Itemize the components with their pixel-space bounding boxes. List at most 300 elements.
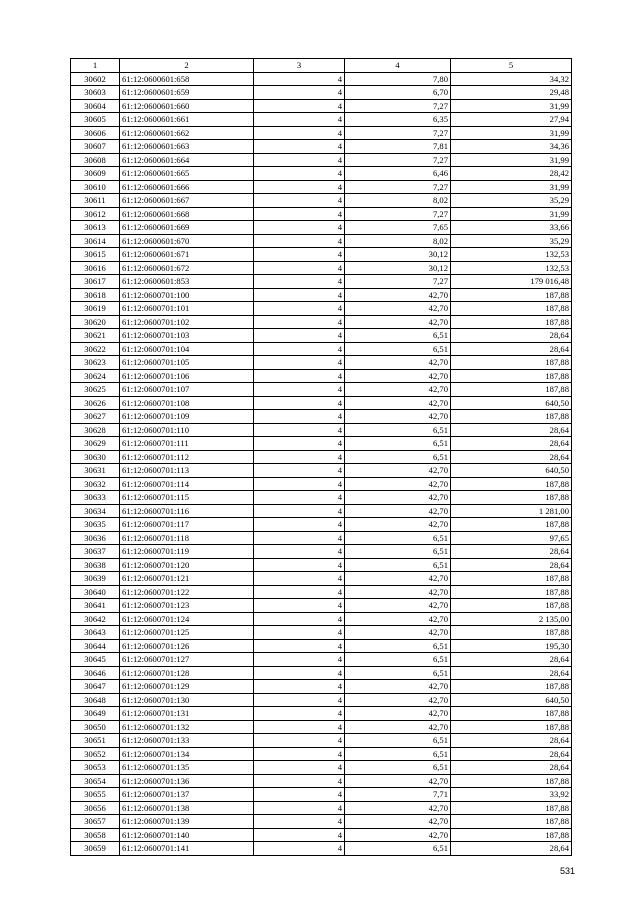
table-cell: 30646 [71,666,120,680]
table-cell: 4 [254,828,345,842]
table-cell: 4 [254,599,345,613]
table-cell: 30606 [71,126,120,140]
table-cell: 61:12:0600701:131 [120,707,254,721]
table-cell: 30616 [71,261,120,275]
table-cell: 42,70 [345,464,451,478]
table-cell: 7,27 [345,275,451,289]
table-cell: 61:12:0600601:658 [120,72,254,86]
table-cell: 6,51 [345,423,451,437]
table-row [71,801,572,815]
table-cell: 34,32 [451,72,572,86]
table-cell: 4 [254,788,345,802]
table-cell: 30648 [71,693,120,707]
table-cell: 4 [254,585,345,599]
table-cell: 6,35 [345,113,451,127]
table-cell: 4 [254,572,345,586]
table-cell: 4 [254,666,345,680]
table-cell: 42,70 [345,707,451,721]
table-cell: 6,51 [345,666,451,680]
table-cell: 4 [254,680,345,694]
table-cell: 61:12:0600601:668 [120,207,254,221]
table-cell: 8,02 [345,234,451,248]
table-row [71,464,572,478]
table-cell: 61:12:0600701:117 [120,518,254,532]
table-cell: 61:12:0600701:123 [120,599,254,613]
table-cell: 30635 [71,518,120,532]
table-cell: 61:12:0600701:100 [120,288,254,302]
table-cell: 30617 [71,275,120,289]
table-cell: 30658 [71,828,120,842]
table-cell: 4 [254,612,345,626]
table-cell: 30655 [71,788,120,802]
table-cell: 42,70 [345,612,451,626]
table-cell: 61:12:0600701:132 [120,720,254,734]
table-cell: 61:12:0600701:130 [120,693,254,707]
table-row [71,329,572,343]
table-row [71,450,572,464]
table-cell: 640,50 [451,693,572,707]
table-cell: 30607 [71,140,120,154]
table-cell: 6,46 [345,167,451,181]
table-cell: 30644 [71,639,120,653]
table-cell: 4 [254,396,345,410]
table-cell: 4 [254,113,345,127]
table-row [71,342,572,356]
table-cell: 61:12:0600701:105 [120,356,254,370]
table-cell: 61:12:0600701:112 [120,450,254,464]
table-cell: 187,88 [451,815,572,829]
table-cell: 4 [254,86,345,100]
table-cell: 6,51 [345,842,451,856]
table-cell: 30649 [71,707,120,721]
table-cell: 187,88 [451,315,572,329]
table-cell: 42,70 [345,626,451,640]
table-cell: 195,30 [451,639,572,653]
table-row [71,761,572,775]
table-cell: 61:12:0600701:109 [120,410,254,424]
table-cell: 42,70 [345,315,451,329]
table-cell: 179 016,48 [451,275,572,289]
table-cell: 1 281,00 [451,504,572,518]
table-cell: 30647 [71,680,120,694]
table-cell: 61:12:0600701:118 [120,531,254,545]
page-number: 531 [560,866,576,876]
table-cell: 6,51 [345,747,451,761]
table-cell: 30610 [71,180,120,194]
table-cell: 30640 [71,585,120,599]
table-row [71,207,572,221]
table-cell: 2 135,00 [451,612,572,626]
table-cell: 4 [254,801,345,815]
table-cell: 30611 [71,194,120,208]
table-cell: 4 [254,234,345,248]
header-row [71,59,572,73]
table-row [71,234,572,248]
table-cell: 187,88 [451,572,572,586]
table-cell: 187,88 [451,369,572,383]
column-header-1: 1 [71,59,120,73]
table-cell: 30623 [71,356,120,370]
table-cell: 4 [254,707,345,721]
table-cell: 4 [254,288,345,302]
column-header-2: 2 [120,59,254,73]
table-cell: 187,88 [451,302,572,316]
table-row [71,572,572,586]
table-cell: 4 [254,464,345,478]
table-cell: 4 [254,248,345,262]
table-cell: 61:12:0600601:670 [120,234,254,248]
table-row [71,369,572,383]
table-row [71,626,572,640]
table-cell: 30602 [71,72,120,86]
table-cell: 28,64 [451,842,572,856]
table-cell: 4 [254,140,345,154]
table-cell: 132,53 [451,261,572,275]
table-cell: 61:12:0600701:107 [120,383,254,397]
table-cell: 30629 [71,437,120,451]
table-cell: 30631 [71,464,120,478]
table-cell: 30636 [71,531,120,545]
table-cell: 30621 [71,329,120,343]
table-cell: 30,12 [345,248,451,262]
table-cell: 4 [254,369,345,383]
table-cell: 31,99 [451,180,572,194]
table-cell: 30641 [71,599,120,613]
table-cell: 42,70 [345,680,451,694]
table-row [71,531,572,545]
table-row [71,383,572,397]
table-cell: 42,70 [345,693,451,707]
table-cell: 33,66 [451,221,572,235]
table-row [71,815,572,829]
table-cell: 30633 [71,491,120,505]
table-cell: 4 [254,315,345,329]
table-cell: 30653 [71,761,120,775]
table-cell: 42,70 [345,815,451,829]
table-row [71,774,572,788]
table-cell: 7,65 [345,221,451,235]
table-row [71,477,572,491]
table-cell: 640,50 [451,396,572,410]
table-cell: 42,70 [345,288,451,302]
table-cell: 4 [254,734,345,748]
table-cell: 30627 [71,410,120,424]
table-cell: 61:12:0600701:134 [120,747,254,761]
table-cell: 30624 [71,369,120,383]
table-cell: 97,65 [451,531,572,545]
table-row [71,666,572,680]
table-cell: 30620 [71,315,120,329]
table-cell: 4 [254,491,345,505]
table-cell: 61:12:0600701:111 [120,437,254,451]
table-cell: 7,27 [345,99,451,113]
table-cell: 30638 [71,558,120,572]
table-cell: 61:12:0600701:128 [120,666,254,680]
table-cell: 29,48 [451,86,572,100]
table-cell: 30637 [71,545,120,559]
table-cell: 35,29 [451,234,572,248]
table-cell: 187,88 [451,801,572,815]
table-row [71,518,572,532]
table-cell: 31,99 [451,207,572,221]
table-cell: 34,36 [451,140,572,154]
table-cell: 30604 [71,99,120,113]
table-cell: 30642 [71,612,120,626]
table-cell: 640,50 [451,464,572,478]
table-row [71,545,572,559]
table-cell: 187,88 [451,707,572,721]
table-cell: 4 [254,747,345,761]
table-cell: 61:12:0600701:110 [120,423,254,437]
table-cell: 6,51 [345,329,451,343]
table-cell: 31,99 [451,126,572,140]
table-cell: 4 [254,545,345,559]
table-row [71,315,572,329]
table-cell: 31,99 [451,153,572,167]
table-cell: 4 [254,329,345,343]
table-cell: 30650 [71,720,120,734]
table-row [71,113,572,127]
table-row [71,707,572,721]
table-cell: 30618 [71,288,120,302]
table-cell: 187,88 [451,288,572,302]
table-cell: 4 [254,302,345,316]
table-cell: 187,88 [451,680,572,694]
table-cell: 42,70 [345,302,451,316]
table-cell: 30628 [71,423,120,437]
table-cell: 30625 [71,383,120,397]
table-cell: 42,70 [345,828,451,842]
table-cell: 28,64 [451,653,572,667]
table-cell: 30608 [71,153,120,167]
table-row [71,693,572,707]
table-cell: 6,51 [345,734,451,748]
table-cell: 4 [254,410,345,424]
column-header-5: 5 [451,59,572,73]
table-cell: 61:12:0600601:672 [120,261,254,275]
table-cell: 61:12:0600701:126 [120,639,254,653]
table-cell: 61:12:0600701:140 [120,828,254,842]
table-cell: 30613 [71,221,120,235]
table-row [71,356,572,370]
table-cell: 61:12:0600701:139 [120,815,254,829]
table-cell: 4 [254,167,345,181]
table-cell: 4 [254,72,345,86]
table-row [71,423,572,437]
table-cell: 28,64 [451,761,572,775]
table-row [71,302,572,316]
table-cell: 187,88 [451,828,572,842]
data-table [70,58,572,856]
table-cell: 61:12:0600601:665 [120,167,254,181]
table-cell: 42,70 [345,477,451,491]
table-cell: 61:12:0600601:669 [120,221,254,235]
table-cell: 30656 [71,801,120,815]
table-cell: 4 [254,153,345,167]
table-cell: 61:12:0600601:663 [120,140,254,154]
table-cell: 30626 [71,396,120,410]
table-cell: 4 [254,774,345,788]
table-cell: 7,71 [345,788,451,802]
table-cell: 61:12:0600601:660 [120,99,254,113]
table-cell: 30645 [71,653,120,667]
column-header-4: 4 [345,59,451,73]
table-cell: 61:12:0600701:124 [120,612,254,626]
table-cell: 187,88 [451,585,572,599]
table-cell: 7,80 [345,72,451,86]
table-cell: 61:12:0600601:667 [120,194,254,208]
table-row [71,288,572,302]
table-cell: 61:12:0600601:662 [120,126,254,140]
table-cell: 4 [254,477,345,491]
table-row [71,747,572,761]
table-cell: 28,42 [451,167,572,181]
table-cell: 6,51 [345,342,451,356]
table-cell: 61:12:0600701:104 [120,342,254,356]
table-cell: 6,51 [345,558,451,572]
table-cell: 4 [254,720,345,734]
table-cell: 28,64 [451,734,572,748]
table-cell: 61:12:0600701:108 [120,396,254,410]
table-cell: 7,27 [345,126,451,140]
table-cell: 4 [254,342,345,356]
table-row [71,680,572,694]
table-cell: 42,70 [345,356,451,370]
table-cell: 4 [254,99,345,113]
table-body [71,72,572,855]
table-row [71,99,572,113]
table-cell: 187,88 [451,356,572,370]
table-cell: 42,70 [345,396,451,410]
table-row [71,720,572,734]
table-cell: 61:12:0600601:664 [120,153,254,167]
table-cell: 61:12:0600701:101 [120,302,254,316]
table-cell: 30651 [71,734,120,748]
table-cell: 28,64 [451,450,572,464]
table-cell: 7,27 [345,180,451,194]
table-row [71,558,572,572]
table-cell: 61:12:0600601:666 [120,180,254,194]
table-row [71,86,572,100]
table-cell: 35,29 [451,194,572,208]
table-cell: 4 [254,842,345,856]
table-cell: 4 [254,450,345,464]
table-cell: 30612 [71,207,120,221]
table-cell: 61:12:0600701:113 [120,464,254,478]
table-row [71,72,572,86]
table-row [71,261,572,275]
table-cell: 61:12:0600701:114 [120,477,254,491]
table-cell: 6,51 [345,531,451,545]
column-header-3: 3 [254,59,345,73]
table-cell: 187,88 [451,477,572,491]
table-row [71,788,572,802]
table-cell: 28,64 [451,545,572,559]
table-cell: 61:12:0600701:106 [120,369,254,383]
table-row [71,842,572,856]
table-cell: 4 [254,126,345,140]
table-cell: 42,70 [345,383,451,397]
table-cell: 42,70 [345,572,451,586]
table-cell: 61:12:0600701:122 [120,585,254,599]
table-row [71,491,572,505]
table-cell: 61:12:0600701:121 [120,572,254,586]
table-cell: 61:12:0600701:115 [120,491,254,505]
table-cell: 61:12:0600701:119 [120,545,254,559]
table-row [71,734,572,748]
table-cell: 42,70 [345,369,451,383]
table-cell: 132,53 [451,248,572,262]
table-cell: 42,70 [345,774,451,788]
table-cell: 4 [254,423,345,437]
table-cell: 42,70 [345,720,451,734]
table-cell: 33,92 [451,788,572,802]
table-cell: 30643 [71,626,120,640]
table-row [71,612,572,626]
table-cell: 61:12:0600601:659 [120,86,254,100]
table-cell: 30622 [71,342,120,356]
table-cell: 7,27 [345,153,451,167]
table-cell: 28,64 [451,747,572,761]
table-cell: 4 [254,180,345,194]
table-row [71,180,572,194]
table-cell: 61:12:0600701:103 [120,329,254,343]
table-row [71,275,572,289]
table-cell: 28,64 [451,342,572,356]
table-cell: 6,51 [345,639,451,653]
table-cell: 4 [254,221,345,235]
table-cell: 61:12:0600601:661 [120,113,254,127]
table-cell: 30603 [71,86,120,100]
table-cell: 42,70 [345,585,451,599]
table-cell: 61:12:0600701:135 [120,761,254,775]
table-cell: 27,94 [451,113,572,127]
table-cell: 30609 [71,167,120,181]
table-row [71,248,572,262]
table-cell: 42,70 [345,504,451,518]
table-cell: 4 [254,531,345,545]
table-cell: 28,64 [451,666,572,680]
table-cell: 61:12:0600701:102 [120,315,254,329]
table-row [71,437,572,451]
table-row [71,167,572,181]
table-cell: 187,88 [451,491,572,505]
table-cell: 6,51 [345,450,451,464]
table-cell: 4 [254,626,345,640]
table-cell: 187,88 [451,720,572,734]
table-cell: 61:12:0600701:120 [120,558,254,572]
table-cell: 31,99 [451,99,572,113]
table-cell: 61:12:0600701:136 [120,774,254,788]
table-cell: 8,02 [345,194,451,208]
table-cell: 187,88 [451,626,572,640]
table-cell: 6,70 [345,86,451,100]
table-cell: 61:12:0600701:141 [120,842,254,856]
table-cell: 30615 [71,248,120,262]
table-cell: 42,70 [345,410,451,424]
table-cell: 4 [254,383,345,397]
table-cell: 4 [254,275,345,289]
table-cell: 61:12:0600601:853 [120,275,254,289]
table-row [71,639,572,653]
table-cell: 4 [254,558,345,572]
table-cell: 30614 [71,234,120,248]
table-cell: 30639 [71,572,120,586]
table-cell: 61:12:0600701:129 [120,680,254,694]
table-row [71,396,572,410]
table-row [71,126,572,140]
table-row [71,221,572,235]
